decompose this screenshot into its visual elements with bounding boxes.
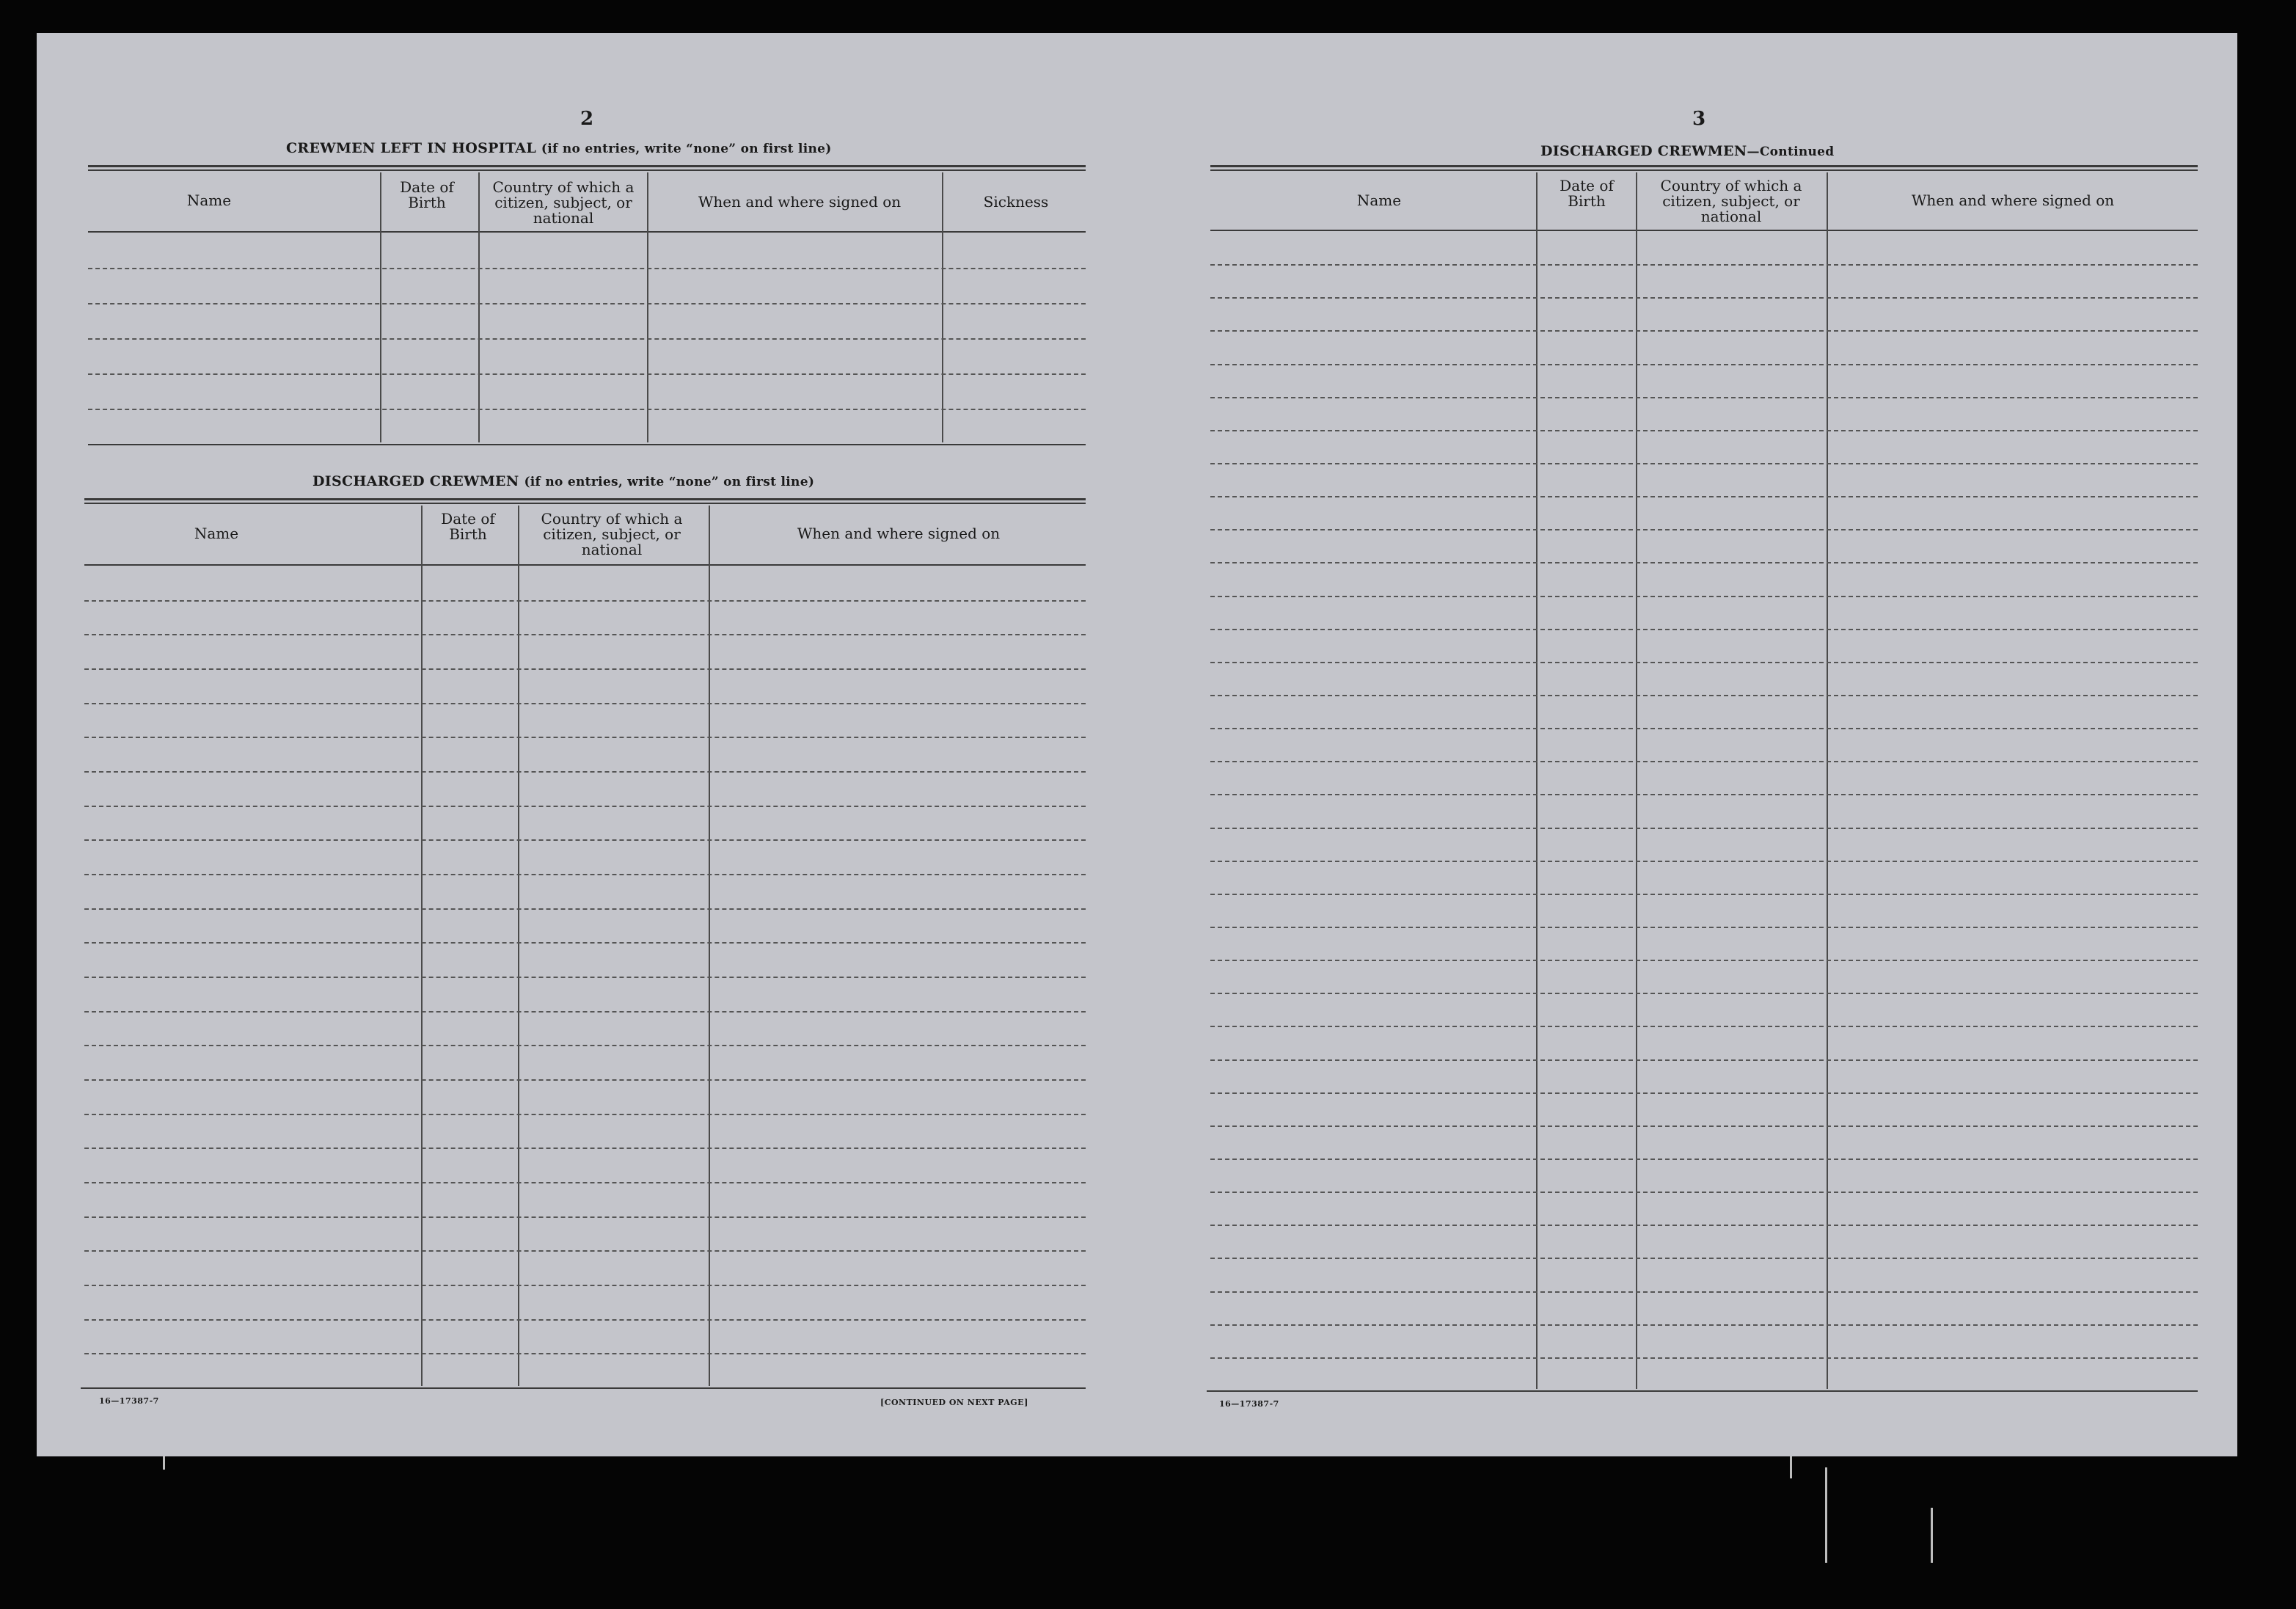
entry-row-line[interactable] [1210,1092,2198,1094]
entry-row-line[interactable] [1210,695,2198,696]
entry-row-line[interactable] [1210,1192,2198,1193]
entry-row-line[interactable] [1210,794,2198,795]
entry-row-line[interactable] [1210,397,2198,398]
entry-row-line[interactable] [1210,297,2198,299]
discharged-section-title [312,473,814,489]
entry-row-line[interactable] [84,1114,1086,1115]
header-sickness: Sickness [983,193,1049,211]
entry-row-line[interactable] [1210,927,2198,928]
header-date-of-birth: Date of Birth [441,510,495,543]
hospital-title-text: CREWMEN LEFT IN HOSPITAL [286,140,536,156]
entry-row-line[interactable] [1210,728,2198,729]
entry-row-line[interactable] [84,1045,1086,1046]
entry-row-line[interactable] [88,268,1086,269]
column-divider [942,172,943,442]
entry-row-line[interactable] [84,874,1086,875]
header-country: Country of which a citizen, subject, or national [492,178,635,227]
entry-row-line[interactable] [88,338,1086,340]
entry-row-line[interactable] [84,1011,1086,1013]
column-divider [478,172,480,442]
column-divider [1636,172,1637,1389]
entry-row-line[interactable] [84,1353,1086,1354]
entry-row-line[interactable] [1210,596,2198,597]
entry-row-line[interactable] [84,1216,1086,1218]
header-country: Country of which a citizen, subject, or national [1660,177,1802,225]
entry-row-line[interactable] [84,634,1086,635]
column-divider [647,172,648,442]
entry-row-line[interactable] [1210,1324,2198,1326]
column-divider [709,506,710,1386]
hospital-bottom-rule [88,444,1086,445]
entry-row-line[interactable] [1210,1125,2198,1127]
entry-row-line[interactable] [84,908,1086,910]
entry-row-line[interactable] [1210,662,2198,663]
header-name: Name [186,191,232,209]
header-date-of-birth: Date of Birth [400,178,454,211]
entry-row-line[interactable] [84,1182,1086,1183]
entry-row-line[interactable] [1210,264,2198,266]
binding-mark [1825,1467,1827,1563]
hospital-title-note: (if no entries, write “none” on first line) [541,142,832,156]
form-sheet [37,33,2237,1456]
binding-mark [163,1456,165,1470]
discharged-title-text: DISCHARGED CREWMEN [312,473,519,489]
right-bottom-rule [1207,1390,2198,1392]
entry-row-line[interactable] [84,1079,1086,1081]
entry-row-line[interactable] [1210,1291,2198,1293]
entry-row-line[interactable] [1210,1357,2198,1359]
entry-row-line[interactable] [1210,1026,2198,1027]
entry-row-line[interactable] [1210,1059,2198,1061]
entry-row-line[interactable] [84,737,1086,738]
right-top-rule [1210,165,2198,167]
page-number: 2 [580,108,594,130]
hospital-top-rule [88,165,1086,167]
entry-row-line[interactable] [1210,364,2198,365]
right-title-suffix: —Continued [1747,145,1835,159]
entry-row-line[interactable] [1210,761,2198,762]
entry-row-line[interactable] [1210,629,2198,630]
continued-note: [CONTINUED ON NEXT PAGE] [880,1398,1028,1407]
entry-row-line[interactable] [84,806,1086,807]
entry-row-line[interactable] [1210,861,2198,862]
column-divider [518,506,519,1386]
header-name: Name [1356,191,1402,209]
discharged-top-rule [84,498,1086,500]
discharged-header-rule [84,564,1086,566]
entry-row-line[interactable] [84,942,1086,944]
page-number: 3 [1692,108,1706,130]
entry-row-line[interactable] [1210,828,2198,829]
entry-row-line[interactable] [1210,1225,2198,1226]
column-divider [1536,172,1538,1389]
entry-row-line[interactable] [84,1148,1086,1149]
entry-row-line[interactable] [88,303,1086,304]
entry-row-line[interactable] [84,1285,1086,1286]
header-country: Country of which a citizen, subject, or national [541,510,683,558]
hospital-top-rule-2 [88,169,1086,171]
form-number: 16—17387-7 [1219,1399,1279,1409]
hospital-header-rule [88,231,1086,233]
right-header-rule [1210,230,2198,231]
right-top-rule-2 [1210,169,2198,171]
binding-mark [1790,1456,1792,1478]
column-divider [380,172,381,442]
entry-row-line[interactable] [88,373,1086,375]
entry-row-line[interactable] [84,1250,1086,1252]
entry-row-line[interactable] [84,771,1086,773]
entry-row-line[interactable] [1210,960,2198,961]
right-title [1540,143,1834,159]
entry-row-line[interactable] [84,668,1086,670]
entry-row-line[interactable] [84,977,1086,978]
header-name: Name [194,525,239,542]
entry-row-line[interactable] [1210,1258,2198,1259]
entry-row-line[interactable] [84,839,1086,841]
entry-row-line[interactable] [1210,496,2198,497]
entry-row-line[interactable] [1210,562,2198,563]
entry-row-line[interactable] [1210,330,2198,332]
header-signed-on: When and where signed on [797,525,1001,542]
entry-row-line[interactable] [1210,1159,2198,1160]
form-number: 16—17387-7 [99,1396,159,1406]
entry-row-line[interactable] [1210,894,2198,895]
entry-row-line[interactable] [1210,529,2198,530]
entry-row-line[interactable] [88,409,1086,410]
discharged-top-rule-2 [84,503,1086,504]
left-page [37,33,1137,1456]
header-date-of-birth: Date of Birth [1560,177,1614,210]
entry-row-line[interactable] [84,1319,1086,1321]
entry-row-line[interactable] [1210,993,2198,994]
header-signed-on: When and where signed on [1911,191,2115,209]
entry-row-line[interactable] [84,703,1086,704]
discharged-title-note: (if no entries, write “none” on first line) [524,475,815,489]
column-divider [421,506,423,1386]
binding-mark [1931,1508,1933,1563]
hospital-section-title [286,140,832,156]
entry-row-line[interactable] [1210,463,2198,464]
header-signed-on: When and where signed on [698,193,902,211]
right-page [1137,33,2237,1456]
discharged-bottom-rule [81,1387,1086,1389]
column-divider [1827,172,1828,1389]
right-title-text: DISCHARGED CREWMEN [1540,143,1747,159]
entry-row-line[interactable] [1210,430,2198,431]
entry-row-line[interactable] [84,600,1086,602]
